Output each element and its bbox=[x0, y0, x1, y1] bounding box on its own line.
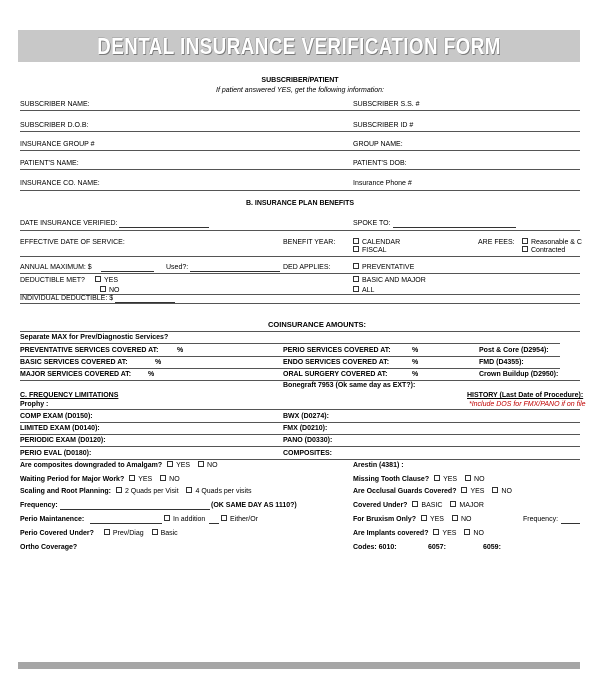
endo-covered-label: ENDO SERVICES COVERED AT: bbox=[283, 359, 390, 366]
checkbox-icon[interactable] bbox=[522, 238, 528, 244]
are-fees-label: ARE FEES: bbox=[478, 239, 515, 246]
calendar-option[interactable]: CALENDAR bbox=[353, 238, 400, 247]
perio-covered-question: Perio Covered Under? Prev/Diag Basic bbox=[20, 530, 178, 537]
checkbox-icon[interactable] bbox=[198, 461, 204, 467]
ortho-label: Ortho Coverage? bbox=[20, 544, 78, 551]
checkbox-icon[interactable] bbox=[221, 515, 227, 521]
basic-major-option[interactable]: BASIC AND MAJOR bbox=[353, 276, 426, 285]
frequency-label: Frequency: bbox=[20, 502, 58, 509]
endo-percent: % bbox=[412, 359, 419, 366]
group-name-label: GROUP NAME: bbox=[353, 141, 403, 148]
waiting-yes-option[interactable]: YES bbox=[129, 476, 152, 483]
checkbox-icon[interactable] bbox=[186, 487, 192, 493]
all-option[interactable]: ALL bbox=[353, 286, 374, 295]
two-quads-option[interactable]: 2 Quads per Visit bbox=[116, 488, 179, 495]
divider bbox=[20, 422, 580, 423]
bwx-label: BWX (D0274): bbox=[283, 413, 329, 420]
checkbox-icon[interactable] bbox=[353, 276, 359, 282]
insurance-co-line[interactable] bbox=[20, 190, 580, 191]
include-dos-note: *Include DOS for FMX/PANO if on file bbox=[469, 401, 586, 408]
prev-covered-label: PREVENTATIVE SERVICES COVERED AT: bbox=[20, 347, 159, 354]
perio-maint-input[interactable] bbox=[90, 523, 162, 524]
annual-max-input[interactable] bbox=[101, 271, 154, 272]
subscriber-id-label: SUBSCRIBER ID # bbox=[353, 122, 414, 129]
oral-covered-label: ORAL SURGERY COVERED AT: bbox=[283, 371, 388, 378]
implants-no-option[interactable]: NO bbox=[464, 530, 484, 537]
divider bbox=[20, 273, 580, 274]
divider bbox=[20, 356, 560, 357]
crown-buildup-label: Crown Buildup (D2950): bbox=[479, 371, 559, 378]
periodic-exam-label: PERIODIC EXAM (D0120): bbox=[20, 437, 106, 444]
oral-percent: % bbox=[412, 371, 419, 378]
contracted-option[interactable]: Contracted bbox=[522, 246, 565, 255]
title-banner bbox=[18, 30, 580, 62]
divider bbox=[20, 230, 580, 231]
major-percent: % bbox=[148, 371, 155, 378]
either-or-option[interactable]: Either/Or bbox=[221, 515, 258, 524]
checkbox-icon[interactable] bbox=[452, 515, 458, 521]
subscriber-note: If patient answered YES, get the following information: bbox=[216, 87, 384, 94]
in-addition-option[interactable]: In addition bbox=[164, 515, 205, 524]
used-input[interactable] bbox=[190, 271, 280, 272]
fmx-label: FMX (D0210): bbox=[283, 425, 328, 432]
spoke-to-input[interactable] bbox=[393, 227, 516, 228]
missing-yes-option[interactable]: YES bbox=[434, 476, 457, 483]
indiv-deductible-label: INDIVIDUAL DEDUCTIBLE: $ bbox=[20, 295, 114, 302]
amalgam-question: Are composites downgraded to Amalgam? YES NO bbox=[20, 462, 218, 469]
fmd-label: FMD (D4355): bbox=[479, 359, 524, 366]
patient-name-label: PATIENT'S NAME: bbox=[20, 160, 79, 167]
checkbox-icon[interactable] bbox=[412, 501, 418, 507]
checkbox-icon[interactable] bbox=[129, 475, 135, 481]
occlusal-question: Are Occlusal Guards Covered? YES NO bbox=[353, 488, 512, 495]
bruxism-frequency-input[interactable] bbox=[561, 523, 580, 524]
divider bbox=[20, 409, 580, 410]
separate-max-label: Separate MAX for Prev/Diagnostic Services? bbox=[20, 334, 169, 341]
perio-maint-label: Perio Maintanence: bbox=[20, 516, 85, 523]
frequency-input[interactable] bbox=[60, 509, 210, 510]
comp-exam-label: COMP EXAM (D0150): bbox=[20, 413, 93, 420]
checkbox-icon[interactable] bbox=[104, 529, 110, 535]
checkbox-icon[interactable] bbox=[116, 487, 122, 493]
deductible-no-option[interactable]: NO bbox=[100, 286, 120, 295]
subscriber-name-label: SUBSCRIBER NAME: bbox=[20, 101, 90, 108]
checkbox-icon[interactable] bbox=[353, 263, 359, 269]
form-title: DENTAL INSURANCE VERIFICATION FORM bbox=[97, 33, 501, 59]
subscriber-name-line[interactable] bbox=[20, 110, 580, 111]
checkbox-icon[interactable] bbox=[353, 238, 359, 244]
annual-max-label: ANNUAL MAXIMUM: $ bbox=[20, 264, 92, 271]
patient-dob-label: PATIENT'S DOB: bbox=[353, 160, 407, 167]
basic-covered-label: BASIC SERVICES COVERED AT: bbox=[20, 359, 128, 366]
bruxism-no-option[interactable]: NO bbox=[452, 516, 472, 523]
patient-name-line[interactable] bbox=[20, 169, 580, 170]
code-6059-label: 6059: bbox=[483, 544, 501, 551]
reasonable-option[interactable]: Reasonable & C bbox=[522, 238, 582, 247]
implants-question: Are Implants covered? YES NO bbox=[353, 530, 484, 537]
covered-major-option[interactable]: MAJOR bbox=[450, 502, 484, 509]
occlusal-yes-option[interactable]: YES bbox=[461, 488, 484, 495]
perio-covered-label: PERIO SERVICES COVERED AT: bbox=[283, 347, 391, 354]
used-label: Used?: bbox=[166, 264, 189, 271]
checkbox-icon[interactable] bbox=[450, 501, 456, 507]
frequency-heading: C. FREQUENCY LIMITATIONS bbox=[20, 392, 119, 399]
effective-date-label: EFFECTIVE DATE OF SERVICE: bbox=[20, 239, 125, 246]
missing-tooth-question: Missing Tooth Clause? YES NO bbox=[353, 476, 485, 483]
subscriber-ss-label: SUBSCRIBER S.S. # bbox=[353, 101, 420, 108]
pano-label: PANO (D0330): bbox=[283, 437, 333, 444]
checkbox-icon[interactable] bbox=[100, 286, 106, 292]
checkbox-icon[interactable] bbox=[167, 461, 173, 467]
checkbox-icon[interactable] bbox=[464, 529, 470, 535]
checkbox-icon[interactable] bbox=[421, 515, 427, 521]
basic-percent: % bbox=[155, 359, 162, 366]
same-day-label: (OK SAME DAY AS 1110?) bbox=[211, 502, 297, 509]
prev-percent: % bbox=[177, 347, 184, 354]
limited-exam-label: LIMITED EXAM (D0140): bbox=[20, 425, 100, 432]
composites-label: COMPOSITES: bbox=[283, 450, 333, 457]
post-core-label: Post & Core (D2954): bbox=[479, 347, 549, 354]
divider bbox=[20, 303, 580, 304]
occlusal-no-option[interactable]: NO bbox=[492, 488, 512, 495]
footer-bar bbox=[18, 662, 580, 669]
amalgam-no-option[interactable]: NO bbox=[198, 462, 218, 469]
perio-eval-label: PERIO EVAL (D0180): bbox=[20, 450, 92, 457]
covered-basic-option[interactable]: BASIC bbox=[412, 502, 442, 509]
subscriber-dob-line[interactable] bbox=[20, 131, 580, 132]
in-addition-input[interactable] bbox=[209, 523, 219, 524]
checkbox-icon[interactable] bbox=[461, 487, 467, 493]
fiscal-option[interactable]: FISCAL bbox=[353, 246, 387, 255]
history-heading: HISTORY (Last Date of Procedure): bbox=[467, 392, 584, 399]
checkbox-icon[interactable] bbox=[465, 475, 471, 481]
ded-applies-label: DED APPLIES: bbox=[283, 264, 331, 271]
checkbox-icon[interactable] bbox=[152, 529, 158, 535]
insurance-co-label: INSURANCE CO. NAME: bbox=[20, 180, 100, 187]
bruxism-question: For Bruxism Only? YES NO bbox=[353, 516, 472, 523]
checkbox-icon[interactable] bbox=[160, 475, 166, 481]
implants-yes-option[interactable]: YES bbox=[433, 530, 456, 537]
subscriber-dob-label: SUBSCRIBER D.O.B: bbox=[20, 122, 89, 129]
divider bbox=[20, 446, 580, 447]
covered-under-question: Covered Under? BASIC MAJOR bbox=[353, 502, 484, 509]
bonegraft-label: Bonegraft 7953 (Ok same day as EXT?): bbox=[283, 382, 416, 389]
divider bbox=[20, 459, 580, 460]
codes-6010-label: Codes: 6010: bbox=[353, 544, 397, 551]
date-verified-input[interactable] bbox=[119, 227, 209, 228]
amalgam-yes-option[interactable]: YES bbox=[167, 462, 190, 469]
scaling-question: Scaling and Root Planning: 2 Quads per Visit 4 Quads per visits bbox=[20, 488, 252, 495]
checkbox-icon[interactable] bbox=[434, 475, 440, 481]
divider bbox=[20, 256, 580, 257]
waiting-period-question: Waiting Period for Major Work? YES NO bbox=[20, 476, 180, 483]
perio-percent: % bbox=[412, 347, 419, 354]
deductible-yes-option[interactable]: YES bbox=[95, 276, 118, 285]
benefit-year-label: BENEFIT YEAR: bbox=[283, 239, 336, 246]
deductible-met-label: DEDUCTIBLE MET? bbox=[20, 277, 85, 284]
divider bbox=[20, 343, 560, 344]
insurance-group-line[interactable] bbox=[20, 150, 580, 151]
preventative-option[interactable]: PREVENTATIVE bbox=[353, 263, 414, 272]
code-6057-label: 6057: bbox=[428, 544, 446, 551]
basic-option[interactable]: Basic bbox=[152, 530, 178, 537]
waiting-no-option[interactable]: NO bbox=[160, 476, 180, 483]
divider bbox=[20, 434, 580, 435]
prev-diag-option[interactable]: Prev/Diag bbox=[104, 530, 144, 537]
checkbox-icon[interactable] bbox=[353, 246, 359, 252]
divider bbox=[20, 368, 560, 369]
checkbox-icon[interactable] bbox=[164, 515, 170, 521]
checkbox-icon[interactable] bbox=[433, 529, 439, 535]
benefits-heading: B. INSURANCE PLAN BENEFITS bbox=[245, 200, 355, 207]
checkbox-icon[interactable] bbox=[492, 487, 498, 493]
coinsurance-heading: COINSURANCE AMOUNTS: bbox=[268, 320, 367, 329]
subscriber-heading: SUBSCRIBER/PATIENT bbox=[261, 77, 339, 84]
missing-no-option[interactable]: NO bbox=[465, 476, 485, 483]
checkbox-icon[interactable] bbox=[522, 246, 528, 252]
checkbox-icon[interactable] bbox=[95, 276, 101, 282]
arestin-label: Arestin (4381) : bbox=[353, 462, 404, 469]
spoke-to-label: SPOKE TO: bbox=[353, 220, 391, 227]
checkbox-icon[interactable] bbox=[353, 286, 359, 292]
date-verified-label: DATE INSURANCE VERIFIED: bbox=[20, 220, 118, 227]
insurance-group-label: INSURANCE GROUP # bbox=[20, 141, 95, 148]
divider bbox=[20, 331, 580, 332]
insurance-phone-label: Insurance Phone # bbox=[353, 180, 412, 187]
bruxism-yes-option[interactable]: YES bbox=[421, 516, 444, 523]
major-covered-label: MAJOR SERVICES COVERED AT: bbox=[20, 371, 132, 378]
four-quads-option[interactable]: 4 Quads per visits bbox=[186, 488, 251, 495]
prophy-label: Prophy : bbox=[20, 401, 49, 408]
bruxism-frequency-label: Frequency: bbox=[523, 516, 559, 523]
